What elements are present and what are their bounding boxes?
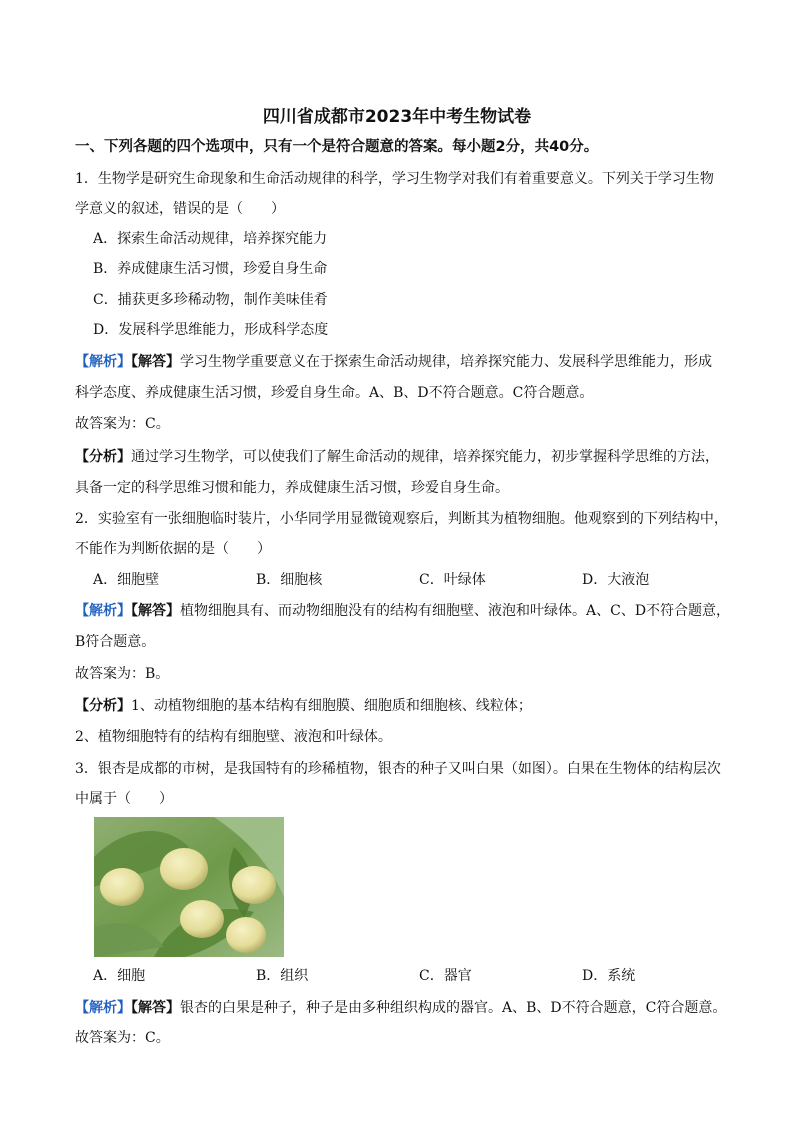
q3-option-c: C．器官	[419, 968, 472, 984]
jiexi-tag: 【解析】	[75, 354, 131, 370]
q3-stem-line1: 3．银杏是成都的市树，是我国特有的珍稀植物，银杏的种子又叫白果（如图）。白果在生物体的结构层次	[75, 761, 721, 777]
q2-analysis-line2: B符合题意。	[75, 634, 156, 650]
q1-stem-line2: 学意义的叙述，错误的是（ ）	[75, 201, 285, 217]
jieda-tag: 【解答】	[131, 1000, 180, 1016]
jiexi-tag: 【解析】	[75, 603, 131, 619]
q1-fenxi-line1	[75, 447, 775, 467]
q1-stem-line1: 1．生物学是研究生命现象和生命活动规律的科学，学习生物学对我们有着重要意义。下列关于学习生物	[75, 171, 714, 187]
q3-option-d: D．系统	[582, 968, 636, 984]
q1-option-c: C．捕获更多珍稀动物，制作美味佳肴	[93, 292, 328, 308]
q3-option-b: B．组织	[256, 968, 309, 984]
q2-analysis-text: 植物细胞具有、而动物细胞没有的结构有细胞壁、液泡和叶绿体。A、C、D不符合题意，	[180, 603, 731, 619]
q2-option-c: C．叶绿体	[419, 572, 486, 588]
q3-analysis-line1	[75, 998, 775, 1018]
q1-option-a: A．探索生命活动规律，培养探究能力	[93, 231, 328, 247]
q2-option-d: D．大液泡	[582, 572, 650, 588]
q2-options	[93, 570, 773, 590]
q1-answer: 故答案为：C。	[75, 416, 170, 432]
ginkgo-seed-photo	[94, 817, 284, 957]
q2-fenxi-line1	[75, 696, 775, 716]
q2-fenxi-text: 1、动植物细胞的基本结构有细胞膜、细胞质和细胞核、线粒体；	[131, 698, 532, 714]
q1-analysis-line1	[75, 352, 775, 372]
q1-option-b: B．养成健康生活习惯，珍爱自身生命	[93, 261, 328, 277]
q2-answer: 故答案为：B。	[75, 666, 170, 682]
q3-stem-line2: 中属于（ ）	[75, 791, 173, 807]
page-title: 四川省成都市2023年中考生物试卷	[262, 107, 532, 127]
q1-fenxi-text: 通过学习生物学，可以使我们了解生命活动的规律，培养探究能力，初步掌握科学思维的方法，	[131, 449, 719, 465]
fenxi-tag: 【分析】	[75, 449, 131, 465]
q2-analysis-line1	[75, 601, 775, 621]
jiexi-tag: 【解析】	[75, 1000, 131, 1016]
q3-option-a: A．细胞	[93, 968, 146, 984]
q2-fenxi-line2: 2、植物细胞特有的结构有细胞壁、液泡和叶绿体。	[75, 729, 392, 745]
q3-answer: 故答案为：C。	[75, 1030, 170, 1046]
q1-fenxi-line2: 具备一定的科学思维习惯和能力，养成健康生活习惯，珍爱自身生命。	[75, 480, 509, 496]
q3-options	[93, 966, 773, 986]
q2-stem-line1: 2．实验室有一张细胞临时装片，小华同学用显微镜观察后，判断其为植物细胞。他观察到的下列结构中，	[75, 511, 728, 527]
q1-analysis-line2: 科学态度、养成健康生活习惯，珍爱自身生命。A、B、D不符合题意。C符合题意。	[75, 385, 594, 401]
q2-stem-line2: 不能作为判断依据的是（ ）	[75, 541, 271, 557]
q3-analysis-text: 银杏的白果是种子，种子是由多种组织构成的器官。A、B、D不符合题意，C符合题意。	[180, 1000, 727, 1016]
q2-option-a: A．细胞壁	[93, 572, 160, 588]
q2-option-b: B．细胞核	[256, 572, 323, 588]
jieda-tag: 【解答】	[131, 354, 180, 370]
q1-analysis-text: 学习生物学重要意义在于探索生命活动规律，培养探究能力、发展科学思维能力，形成	[180, 354, 712, 370]
fenxi-tag: 【分析】	[75, 698, 131, 714]
jieda-tag: 【解答】	[131, 603, 180, 619]
section-heading: 一、下列各题的四个选项中，只有一个是符合题意的答案。每小题2分，共40分。	[75, 139, 599, 155]
q1-option-d: D．发展科学思维能力，形成科学态度	[93, 322, 329, 338]
